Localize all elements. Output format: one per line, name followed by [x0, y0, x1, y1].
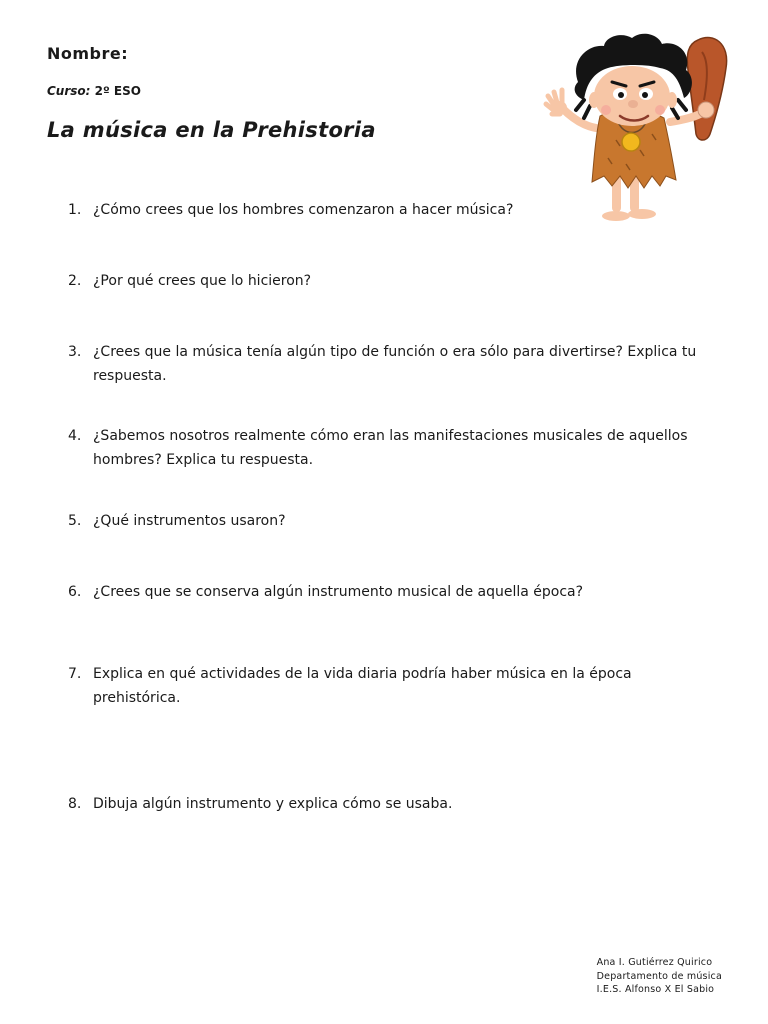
- question-text: Dibuja algún instrumento y explica cómo se usaba.: [93, 796, 453, 812]
- question-number: 4.: [68, 428, 82, 444]
- question-item: [68, 580, 718, 604]
- footer-department: Departamento de música: [596, 970, 722, 982]
- question-text: ¿Qué instrumentos usaron?: [93, 513, 286, 529]
- question-item: [68, 424, 718, 472]
- question-text: ¿Cómo crees que los hombres comenzaron a hacer música?: [93, 202, 514, 218]
- question-item: [68, 792, 718, 816]
- question-item: [68, 662, 718, 710]
- footer-credits: [597, 956, 722, 997]
- nombre-label: Nombre:: [47, 44, 129, 63]
- question-item: [68, 269, 718, 293]
- footer-school: I.E.S. Alfonso X El Sabio: [596, 984, 715, 995]
- question-number: 7.: [68, 666, 82, 682]
- question-text: ¿Crees que la música tenía algún tipo de función o era sólo para divertirse? Explica tu respuesta.: [93, 344, 697, 384]
- question-number: 8.: [68, 796, 82, 812]
- question-text: ¿Crees que se conserva algún instrumento musical de aquella época?: [93, 584, 584, 600]
- question-text: Explica en qué actividades de la vida diaria podría haber música en la época prehistórica.: [93, 666, 632, 706]
- curso-label: Curso:: [47, 84, 91, 98]
- question-item: [68, 509, 718, 533]
- question-number: 6.: [68, 584, 82, 600]
- question-text: ¿Por qué crees que lo hicieron?: [93, 273, 312, 289]
- question-text: ¿Sabemos nosotros realmente cómo eran las manifestaciones musicales de aquellos hombres? Explica tu respuesta.: [93, 428, 688, 468]
- question-number: 5.: [68, 513, 82, 529]
- question-item: [68, 340, 718, 388]
- question-item: [68, 198, 718, 222]
- curso-value: 2º ESO: [94, 84, 141, 98]
- page-title: La música en la Prehistoria: [47, 118, 376, 142]
- question-number: 2.: [68, 273, 82, 289]
- footer-author: Ana I. Gutiérrez Quirico: [596, 957, 713, 968]
- question-number: 3.: [68, 344, 82, 360]
- question-number: 1.: [68, 202, 82, 218]
